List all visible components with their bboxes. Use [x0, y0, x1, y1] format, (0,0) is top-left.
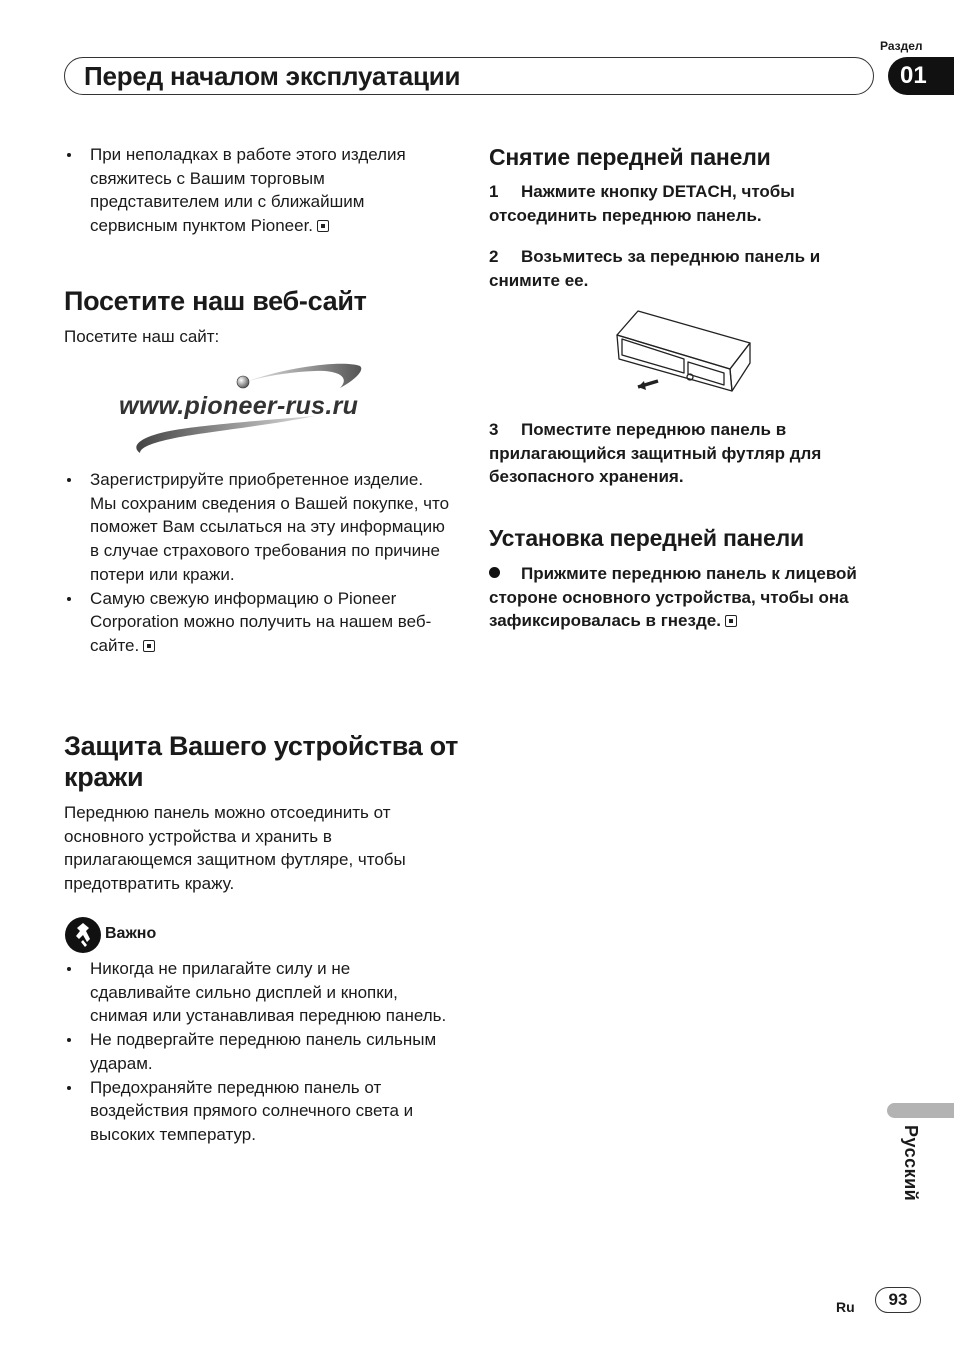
- language-code: Ru: [836, 1299, 855, 1315]
- install-heading: Установка передней панели: [489, 525, 804, 551]
- website-url: www.pioneer-rus.ru: [119, 392, 359, 420]
- page-number: 93: [875, 1287, 921, 1313]
- website-logo[interactable]: [115, 358, 405, 458]
- intro-bullet-list: [64, 143, 444, 238]
- step-bullet-icon: [489, 567, 500, 578]
- install-step: Прижмите переднюю панель к лицевой стороне основного устройства, чтобы она зафиксировалась в гнезде.: [489, 564, 857, 631]
- website-heading: Посетите наш веб-сайт: [64, 286, 367, 316]
- important-label: Важно: [105, 925, 157, 942]
- end-of-section-icon: [725, 615, 737, 627]
- section-number-badge: 01: [888, 57, 954, 95]
- list-item: Не подвергайте переднюю панель сильным ударам.: [64, 1028, 454, 1075]
- list-item: Самую свежую информацию о Pioneer Corporation можно получить на нашем веб-сайте.: [64, 587, 454, 658]
- chapter-title: Перед началом эксплуатации: [84, 61, 461, 91]
- removal-step-1: 1 Нажмите кнопку DETACH, чтобы отсоединить переднюю панель.: [489, 182, 795, 225]
- removal-step-2: 2 Возьмитесь за переднюю панель и снимите ее.: [489, 247, 821, 290]
- language-tab: [887, 1103, 954, 1118]
- section-label: Раздел: [880, 39, 923, 53]
- important-icon: [65, 917, 101, 953]
- front-panel-removal-illustration: [612, 307, 752, 395]
- language-label: Русский: [901, 1125, 921, 1202]
- removal-heading: Снятие передней панели: [489, 144, 771, 170]
- theft-protection-heading: Защита Вашего устройства от кражи: [64, 731, 459, 792]
- theft-protection-body: Переднюю панель можно отсоединить от основного устройства и хранить в прилагающемся защитном футляре, чтобы предотвратить кражу.: [64, 803, 406, 894]
- important-bullet-list: [64, 957, 454, 1147]
- list-item: Зарегистрируйте приобретенное изделие. Мы сохраним сведения о Вашей покупке, что поможет Вам ссылаться на эту информацию в случае страхового требования по причине потери или кражи.: [64, 468, 454, 587]
- end-of-section-icon: [143, 640, 155, 652]
- list-item: Предохраняйте переднюю панель от воздействия прямого солнечного света и высоких температур.: [64, 1076, 454, 1147]
- list-item: При неполадках в работе этого изделия свяжитесь с Вашим торговым представителем или с ближайшим сервисным пунктом Pioneer.: [64, 143, 444, 238]
- website-bullet-list: [64, 468, 454, 658]
- list-item: Никогда не прилагайте силу и не сдавливайте сильно дисплей и кнопки, снимая или устанавливая переднюю панель.: [64, 957, 454, 1028]
- website-intro: Посетите наш сайт:: [64, 327, 220, 346]
- car-stereo-icon: [612, 307, 752, 395]
- removal-step-3: 3 Поместите переднюю панель в прилагающийся защитный футляр для безопасного хранения.: [489, 420, 822, 487]
- end-of-section-icon: [317, 220, 329, 232]
